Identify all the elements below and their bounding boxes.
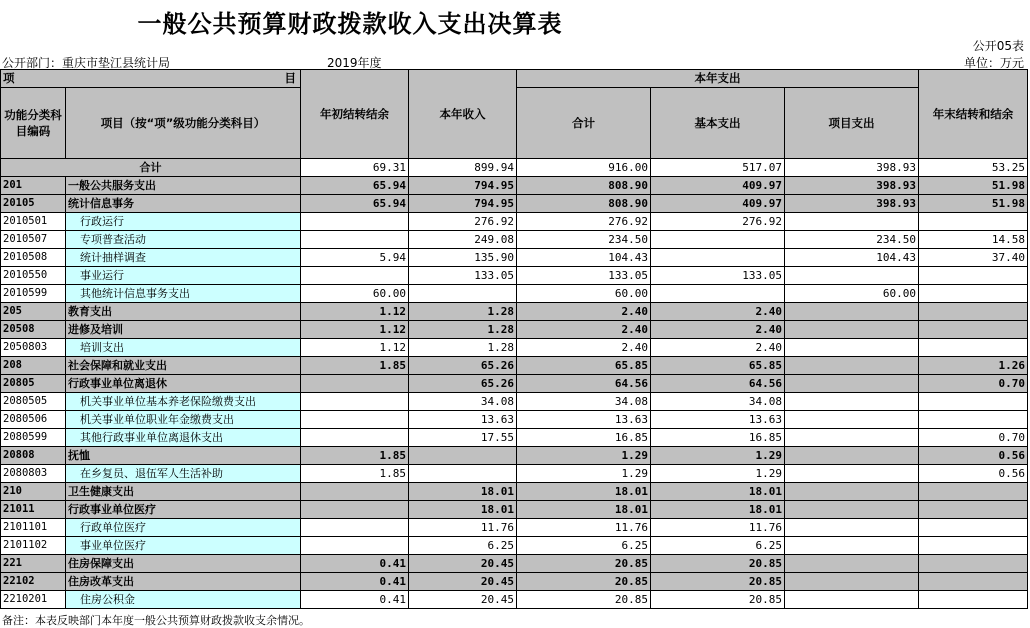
cell-closing [919,519,1028,537]
cell-income: 34.08 [409,393,517,411]
cell-total: 2.40 [517,339,651,357]
cell-project [785,537,919,555]
cell-opening: 1.85 [301,447,409,465]
cell-code: 22102 [1,573,66,591]
table-row [1,393,1028,411]
cell-income: 65.26 [409,375,517,393]
table-row [1,231,1028,249]
footnote: 备注：本表反映部门本年度一般公共预算财政拨款收支余情况。 [2,614,310,627]
cell-project [785,393,919,411]
cell-opening [301,213,409,231]
cell-project [785,267,919,285]
cell-code: 20105 [1,195,66,213]
cell-closing: 51.98 [919,177,1028,195]
table-row [1,555,1028,573]
cell-opening [301,429,409,447]
cell-name: 在乡复员、退伍军人生活补助 [66,465,301,483]
cell-name: 事业运行 [66,267,301,285]
cell-code: 20808 [1,447,66,465]
cell-opening: 1.12 [301,303,409,321]
cell-basic: 2.40 [651,339,785,357]
cell-project [785,573,919,591]
cell-code: 2010550 [1,267,66,285]
table-row [1,573,1028,591]
cell-opening [301,501,409,519]
cell-project [785,429,919,447]
closing-header: 年末结转和结余 [919,70,1028,159]
cell-code: 221 [1,555,66,573]
cell-total: 1.29 [517,447,651,465]
page-title: 一般公共预算财政拨款收入支出决算表 [137,10,563,38]
cell-total: 18.01 [517,483,651,501]
table-row [1,285,1028,303]
cell-basic [651,231,785,249]
cell-basic: 13.63 [651,411,785,429]
budget-table [0,69,1028,609]
cell-basic [651,285,785,303]
cell-total: 11.76 [517,519,651,537]
table-row [1,195,1028,213]
cell-closing: 0.56 [919,447,1028,465]
cell-code: 2050803 [1,339,66,357]
cell-opening [301,519,409,537]
cell-name: 其他统计信息事务支出 [66,285,301,303]
cell-basic: 18.01 [651,483,785,501]
code-header: 功能分类科目编码 [1,88,66,159]
cell-project [785,555,919,573]
cell-basic: 276.92 [651,213,785,231]
cell-opening: 60.00 [301,285,409,303]
cell-code: 2210201 [1,591,66,609]
cell-opening: 0.41 [301,591,409,609]
cell-code: 21011 [1,501,66,519]
cell-name: 行政单位医疗 [66,519,301,537]
cell-opening [301,537,409,555]
cell-total: 808.90 [517,195,651,213]
year-label: 2019年度 [327,56,382,70]
table-row [1,411,1028,429]
cell-total: 34.08 [517,393,651,411]
cell-project [785,519,919,537]
cell-name: 事业单位医疗 [66,537,301,555]
cell-name: 教育支出 [66,303,301,321]
cell-basic: 133.05 [651,267,785,285]
cell-closing [919,267,1028,285]
cell-code: 205 [1,303,66,321]
cell-basic: 65.85 [651,357,785,375]
cell-code: 20805 [1,375,66,393]
cell-closing [919,321,1028,339]
table-row [1,267,1028,285]
cell-total: 60.00 [517,285,651,303]
cell-basic: 11.76 [651,519,785,537]
opening-header: 年初结转结余 [301,70,409,159]
table-row [1,447,1028,465]
cell-name: 行政运行 [66,213,301,231]
cell-opening: 65.94 [301,195,409,213]
cell-project [785,375,919,393]
cell-name: 培训支出 [66,339,301,357]
cell-name: 机关事业单位基本养老保险缴费支出 [66,393,301,411]
table-row [1,591,1028,609]
cell-total: 20.85 [517,555,651,573]
cell-code: 208 [1,357,66,375]
table-row [1,483,1028,501]
table-row [1,375,1028,393]
cell-code: 2080599 [1,429,66,447]
cell-code: 20508 [1,321,66,339]
cell-closing: 14.58 [919,231,1028,249]
cell-name: 其他行政事业单位离退休支出 [66,429,301,447]
cell-income: 11.76 [409,519,517,537]
cell-total: 16.85 [517,429,651,447]
cell-basic: 2.40 [651,303,785,321]
cell-basic: 18.01 [651,501,785,519]
cell-income: 249.08 [409,231,517,249]
name-header: 项目（按“项”级功能分类科目） [66,88,301,159]
cell-closing [919,573,1028,591]
cell-basic: 34.08 [651,393,785,411]
cell-total: 104.43 [517,249,651,267]
cell-project: 234.50 [785,231,919,249]
table-row [1,501,1028,519]
basic-header: 基本支出 [651,88,785,159]
cell-total: 18.01 [517,501,651,519]
cell-income: 20.45 [409,573,517,591]
cell-project [785,303,919,321]
cell-basic: 409.97 [651,177,785,195]
cell-total: 64.56 [517,375,651,393]
cell-income: 135.90 [409,249,517,267]
cell-code: 2010599 [1,285,66,303]
cell-closing: 1.26 [919,357,1028,375]
cell-closing [919,555,1028,573]
cell-closing [919,303,1028,321]
cell-code: 2080803 [1,465,66,483]
cell-project [785,465,919,483]
table-row [1,465,1028,483]
cell-closing [919,339,1028,357]
cell-income: 6.25 [409,537,517,555]
cell-name: 住房保障支出 [66,555,301,573]
cell-total: 1.29 [517,465,651,483]
cell-project [785,213,919,231]
cell-opening [301,411,409,429]
cell-income: 133.05 [409,267,517,285]
cell-code: 2080505 [1,393,66,411]
cell-total: 2.40 [517,303,651,321]
project-header: 项目支出 [785,88,919,159]
cell-total: 20.85 [517,573,651,591]
cell-project: 398.93 [785,195,919,213]
cell-opening: 0.41 [301,573,409,591]
cell-basic [651,249,785,267]
cell-name: 统计信息事务 [66,195,301,213]
cell-name: 行政事业单位医疗 [66,501,301,519]
cell-name: 抚恤 [66,447,301,465]
item-header: 项 目 [1,70,301,88]
cell-total: 276.92 [517,213,651,231]
cell-income: 1.28 [409,321,517,339]
cell-total: 2.40 [517,321,651,339]
cell-basic: 409.97 [651,195,785,213]
expense-group-header: 本年支出 [517,70,919,88]
cell-closing [919,483,1028,501]
cell-project [785,447,919,465]
unit-label: 单位：万元 [963,56,1024,70]
cell-closing [919,501,1028,519]
cell-income: 794.95 [409,177,517,195]
cell-income: 1.28 [409,339,517,357]
cell-project: 398.93 [785,177,919,195]
cell-closing [919,285,1028,303]
cell-code: 2010507 [1,231,66,249]
cell-code: 210 [1,483,66,501]
form-number: 公开05表 [972,39,1024,53]
cell-opening: 1.85 [301,465,409,483]
cell-income: 13.63 [409,411,517,429]
cell-project [785,501,919,519]
cell-project [785,483,919,501]
cell-income: 20.45 [409,555,517,573]
cell-closing: 51.98 [919,195,1028,213]
cell-opening: 1.85 [301,357,409,375]
cell-income: 17.55 [409,429,517,447]
table-row [1,213,1028,231]
cell-name: 统计抽样调查 [66,249,301,267]
cell-income: 65.26 [409,357,517,375]
cell-basic: 20.85 [651,591,785,609]
cell-code: 2010508 [1,249,66,267]
cell-income: 276.92 [409,213,517,231]
cell-basic: 16.85 [651,429,785,447]
cell-project [785,591,919,609]
total-header: 合计 [517,88,651,159]
cell-project [785,339,919,357]
cell-closing: 0.70 [919,429,1028,447]
cell-total: 808.90 [517,177,651,195]
cell-closing [919,213,1028,231]
cell-total: 6.25 [517,537,651,555]
cell-closing: 0.56 [919,465,1028,483]
cell-opening [301,231,409,249]
cell-basic: 1.29 [651,447,785,465]
cell-project [785,411,919,429]
table-row [1,249,1028,267]
cell-code: 2101101 [1,519,66,537]
cell-income [409,465,517,483]
cell-name: 一般公共服务支出 [66,177,301,195]
cell-code: 2101102 [1,537,66,555]
cell-project: 104.43 [785,249,919,267]
cell-basic: 6.25 [651,537,785,555]
table-row [1,339,1028,357]
cell-income [409,285,517,303]
table-row [1,429,1028,447]
cell-project [785,321,919,339]
cell-closing [919,591,1028,609]
table-row [1,537,1028,555]
cell-name: 机关事业单位职业年金缴费支出 [66,411,301,429]
cell-code: 201 [1,177,66,195]
cell-total: 234.50 [517,231,651,249]
cell-project [785,357,919,375]
cell-opening: 1.12 [301,339,409,357]
cell-income: 18.01 [409,483,517,501]
cell-total: 133.05 [517,267,651,285]
cell-opening: 1.12 [301,321,409,339]
cell-basic: 1.29 [651,465,785,483]
table-row [1,519,1028,537]
cell-basic: 20.85 [651,573,785,591]
table-row [1,177,1028,195]
cell-code: 2010501 [1,213,66,231]
cell-income: 18.01 [409,501,517,519]
cell-opening [301,393,409,411]
cell-income: 794.95 [409,195,517,213]
cell-closing [919,393,1028,411]
cell-opening [301,267,409,285]
cell-basic: 20.85 [651,555,785,573]
cell-name: 社会保障和就业支出 [66,357,301,375]
cell-closing [919,537,1028,555]
cell-opening: 5.94 [301,249,409,267]
cell-income [409,447,517,465]
cell-opening [301,483,409,501]
cell-basic: 64.56 [651,375,785,393]
cell-name: 行政事业单位离退休 [66,375,301,393]
cell-name: 卫生健康支出 [66,483,301,501]
cell-total: 13.63 [517,411,651,429]
cell-basic: 2.40 [651,321,785,339]
cell-total: 20.85 [517,591,651,609]
cell-total: 65.85 [517,357,651,375]
department-label: 公开部门：重庆市垫江县统计局 [2,56,171,70]
cell-opening [301,375,409,393]
cell-closing: 0.70 [919,375,1028,393]
table-row [1,303,1028,321]
cell-name: 住房公积金 [66,591,301,609]
cell-income: 20.45 [409,591,517,609]
cell-project: 60.00 [785,285,919,303]
total-row: 合计 69.31 899.94 916.00 517.07 398.93 53.25 [1,159,1028,177]
table-row [1,357,1028,375]
cell-closing: 37.40 [919,249,1028,267]
cell-name: 住房改革支出 [66,573,301,591]
cell-code: 2080506 [1,411,66,429]
cell-opening: 0.41 [301,555,409,573]
cell-income: 1.28 [409,303,517,321]
cell-name: 进修及培训 [66,321,301,339]
cell-closing [919,411,1028,429]
cell-opening: 65.94 [301,177,409,195]
table-row [1,321,1028,339]
income-header: 本年收入 [409,70,517,159]
cell-name: 专项普查活动 [66,231,301,249]
